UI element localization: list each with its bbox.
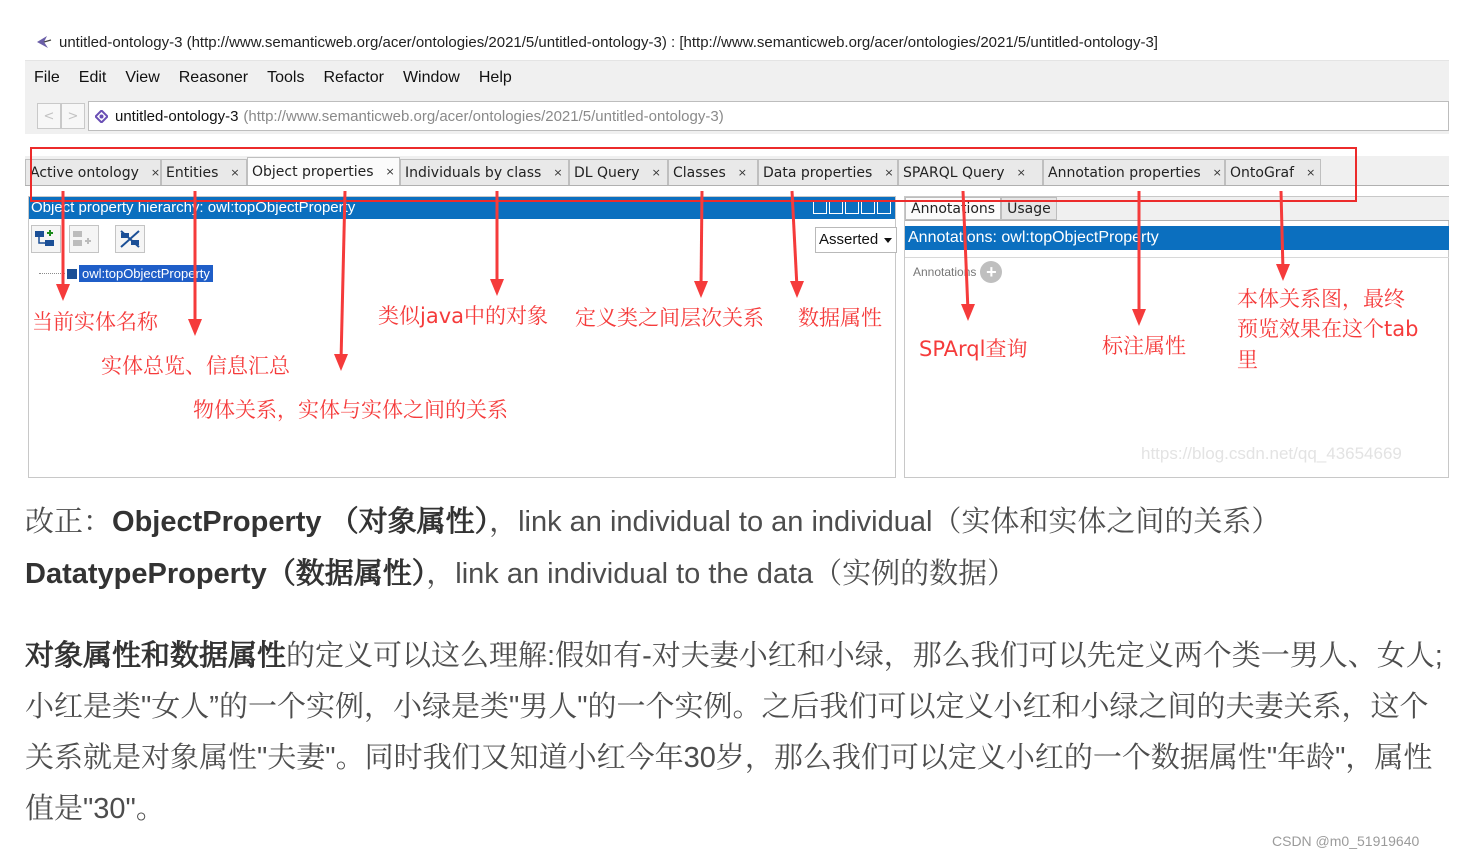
maximize-icon[interactable] (861, 201, 875, 214)
add-sibling-property-button[interactable] (69, 225, 99, 253)
tab-usage[interactable]: Usage (1001, 197, 1057, 220)
explanation-bold: 对象属性和数据属性 (25, 640, 287, 672)
add-annotation-icon[interactable]: + (980, 261, 1002, 283)
address-bar (25, 94, 1449, 134)
pin-icon[interactable] (813, 201, 827, 214)
note-sparql: SPArql查询 (919, 337, 1028, 361)
csdn-credit: CSDN @m0_51919640 (1272, 833, 1420, 849)
explanation-paragraph (25, 631, 1445, 835)
note-ontograf (1237, 284, 1418, 375)
forward-button[interactable]: > (61, 103, 85, 129)
tab-label: Classes (673, 164, 726, 181)
delete-property-button[interactable] (115, 225, 145, 253)
tab-label: Individuals by class (405, 164, 542, 181)
note-entities-overview: 实体总览、信息汇总 (101, 354, 290, 378)
tab-label: Data properties (763, 164, 873, 181)
menu-help[interactable]: Help (478, 68, 512, 86)
object-property-hierarchy-pane (28, 196, 896, 478)
tab-label: SPARQL Query (903, 164, 1005, 181)
close-icon[interactable]: × (1212, 166, 1222, 179)
close-icon[interactable]: × (884, 166, 894, 179)
close-icon[interactable]: × (150, 166, 161, 179)
back-button[interactable]: < (37, 103, 61, 129)
correction-prefix: 改正： (25, 506, 113, 538)
blog-watermark: https://blog.csdn.net/qq_43654669 (1141, 444, 1402, 463)
ontology-name: untitled-ontology-3 (115, 107, 239, 125)
protege-logo-icon (35, 34, 53, 50)
tab-label: Annotation properties (1048, 164, 1201, 181)
window-title: untitled-ontology-3 (http://www.semanticweb.org/acer/ontologies/2021/5/untitled-ontology-3) : [http://www.semanticweb.org/acer/ontologies/2021/5/untitled-ontology-3] (59, 33, 1158, 51)
ontology-iri: (http://www.semanticweb.org/acer/ontologies/2021/5/untitled-ontology-3) (243, 107, 724, 125)
object-property-icon (67, 269, 77, 279)
close-icon[interactable]: × (1016, 166, 1026, 179)
tab-label: Active ontology (30, 164, 139, 181)
split-icon[interactable] (829, 201, 843, 214)
note-data-properties: 数据属性 (798, 306, 882, 330)
menu-tools[interactable]: Tools (267, 68, 305, 86)
add-sibling-property-icon (72, 229, 96, 249)
correction-paragraph (25, 496, 1445, 600)
tree-root-label[interactable]: owl:topObjectProperty (79, 265, 213, 282)
chevron-down-icon (884, 238, 892, 243)
view-controls (813, 201, 891, 214)
close-icon[interactable]: × (553, 166, 563, 179)
close-icon[interactable]: × (230, 166, 240, 179)
note-ontograf-line: 预览效果在这个tab (1237, 317, 1419, 342)
tab-label: OntoGraf (1230, 164, 1295, 181)
tab-label: Entities (166, 164, 219, 181)
note-annotation-properties: 标注属性 (1102, 334, 1186, 358)
annotations-header: Annotations: owl:topObjectProperty (905, 226, 1449, 250)
note-classes: 定义类之间层次关系 (575, 306, 764, 330)
menu-reasoner[interactable]: Reasoner (178, 68, 249, 86)
ontology-diamond-icon (95, 110, 108, 123)
tree-connector (39, 273, 65, 274)
ontology-address-field[interactable] (88, 101, 1449, 131)
hierarchy-title: Object property hierarchy: owl:topObjectProperty (31, 199, 356, 216)
close-icon[interactable]: × (651, 166, 661, 179)
close-icon[interactable]: × (385, 165, 395, 178)
window-titlebar (25, 26, 1449, 58)
object-property-term: ObjectProperty （对象属性） (112, 506, 490, 538)
datatype-property-term: DatatypeProperty（数据属性） (25, 558, 427, 590)
note-ontograf-line: 里 (1237, 347, 1258, 372)
annotations-label: Annotations (913, 265, 977, 279)
tab-annotations[interactable]: Annotations (905, 197, 1001, 220)
annotations-section (913, 261, 1002, 283)
menu-bar (25, 60, 1449, 94)
note-individuals: 类似java中的对象 (378, 304, 548, 328)
hierarchy-toolbar (29, 221, 895, 257)
delete-property-icon (118, 229, 142, 249)
asserted-value: Asserted (819, 231, 879, 248)
explanation-text: 的定义可以这么理解:假如有-对夫妻小红和小绿，那么我们可以先定义两个类一男人、女人;小红是类"女人”的一个实例，小绿是类"男人"的一个实例。之后我们可以定义小红和小绿之间的夫妻关系，这个关系就是对象属性"夫妻"。同时我们又知道小红今年30岁，那么我们可以定义小红的一个数据属性"年龄"，属性值是"30"。 (25, 640, 1443, 825)
tabs-highlight-box (30, 147, 1357, 202)
menu-edit[interactable]: Edit (78, 68, 107, 86)
tab-label: Object properties (252, 163, 374, 180)
object-property-desc: ，link an individual to an individual（实体和实体之间的关系） (489, 506, 1281, 538)
menu-refactor[interactable]: Refactor (323, 68, 384, 86)
note-object-relations: 物体关系，实体与实体之间的关系 (193, 398, 508, 422)
protege-screenshot (25, 26, 1449, 478)
add-sub-property-icon (34, 229, 58, 249)
note-ontograf-line: 本体关系图，最终 (1237, 287, 1405, 311)
close-icon[interactable]: × (1306, 166, 1316, 179)
divider (905, 257, 1449, 258)
tree-row[interactable] (39, 265, 213, 282)
menu-view[interactable]: View (125, 68, 160, 86)
menu-file[interactable]: File (34, 68, 60, 86)
datatype-property-desc: ，link an individual to the data（实例的数据） (426, 558, 1017, 590)
minimize-icon[interactable] (845, 201, 859, 214)
asserted-dropdown[interactable] (815, 227, 897, 253)
menu-window[interactable]: Window (402, 68, 460, 86)
tab-label: DL Query (574, 164, 640, 181)
note-current-entity: 当前实体名称 (32, 310, 158, 334)
close-view-icon[interactable] (877, 201, 891, 214)
close-icon[interactable]: × (737, 166, 747, 179)
add-sub-property-button[interactable] (31, 225, 61, 253)
